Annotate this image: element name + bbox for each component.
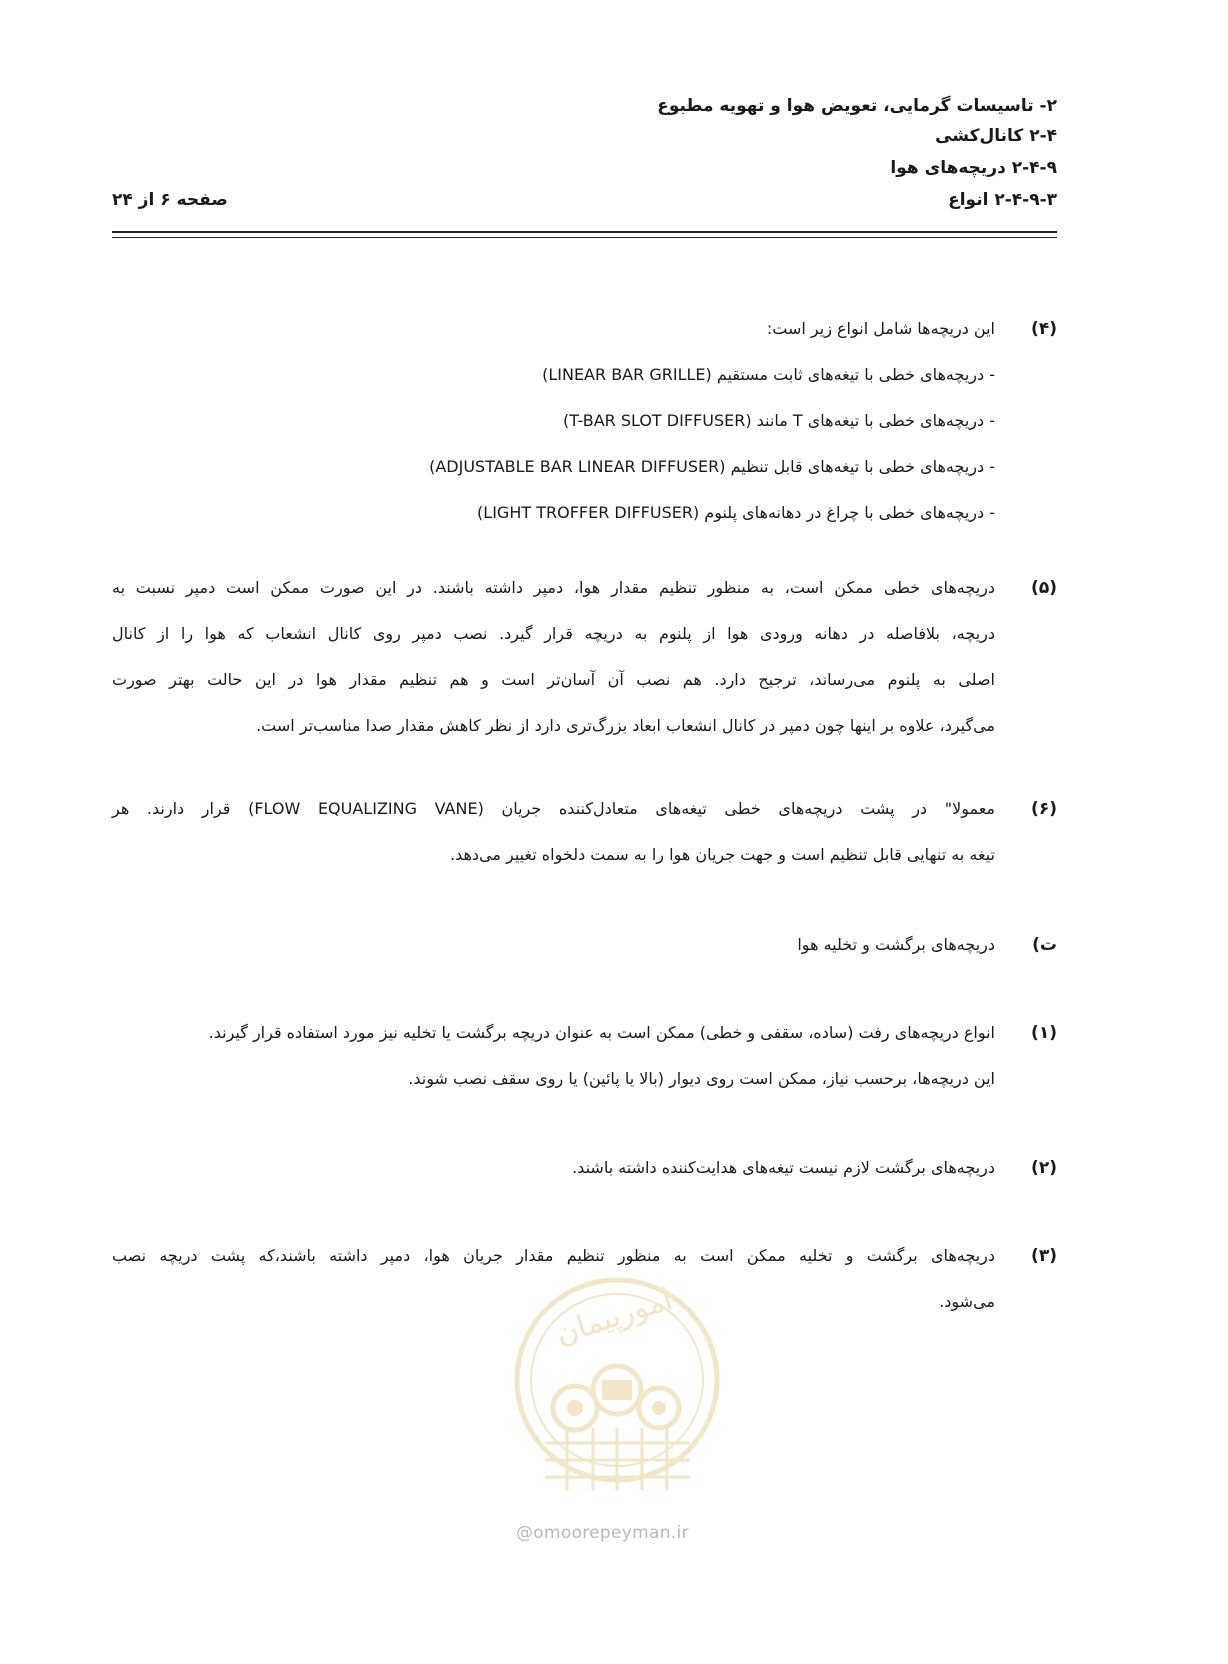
text-line: معمولا" در پشت دریچه‌های خطی تیغه‌های متعادل‌کننده جریان (FLOW EQUALIZING VANE) قرار دارند. هر: [112, 799, 995, 818]
section-marker: ت): [1032, 935, 1057, 955]
section-1: [112, 1010, 1057, 1102]
page-header: [112, 96, 1057, 226]
header-topic: ۲-۴-۹-۳ انواع: [948, 190, 1057, 210]
list-item: - دریچه‌های خطی با تیغه‌های قابل تنظیم (ADJUSTABLE BAR LINEAR DIFFUSER): [429, 457, 995, 476]
section-4: [112, 306, 1057, 536]
text-line: انواع دریچه‌های رفت (ساده، سقفی و خطی) ممکن است به عنوان دریچه برگشت یا تخلیه نیز مورد استفاده قرار گیرند.: [208, 1023, 995, 1042]
watermark-logo: [505, 1268, 730, 1528]
text-line: این دریچه‌ها شامل انواع زیر است:: [766, 319, 995, 338]
header-rule-thick: [112, 231, 1057, 233]
text-line: تیغه به تنهایی قابل تنظیم است و جهت جریان هوا را به سمت دلخواه تغییر می‌دهد.: [449, 845, 995, 864]
watermark-url: @omoorepeyman.ir: [516, 1523, 689, 1543]
header-subsection: ۲-۴-۹ دریچه‌های هوا: [890, 158, 1057, 178]
watermark-logo-text: امورپیمان: [551, 1281, 677, 1353]
section-6: [112, 786, 1057, 878]
text-line: اصلی به پلنوم می‌رساند، ترجیح دارد. هم نصب آن آسان‌تر است و هم تنظیم مقدار هوا در این حالت بهتر صورت: [112, 670, 995, 689]
section-text: [112, 306, 995, 536]
text-line: دریچه‌های خطی ممکن است، به منظور تنظیم مقدار هوا، دمپر داشته باشند. در این صورت ممکن است دمپر نسبت به: [112, 578, 995, 597]
text-line: می‌گیرد، علاوه بر اینها چون دمپر در کانال انشعاب ابعاد بزرگ‌تری دارد از نظر کاهش مقدار صدا مناسب‌تر است.: [256, 716, 995, 735]
section-t: [112, 922, 1057, 968]
section-marker: (۲): [1031, 1158, 1057, 1178]
list-item: - دریچه‌های خطی با تیغه‌های T مانند (T-BAR SLOT DIFFUSER): [562, 411, 995, 430]
section-marker: (۳): [1031, 1246, 1057, 1266]
text-line: می‌شود.: [939, 1292, 995, 1311]
section-text: [112, 565, 995, 749]
header-chapter: ۲- تاسیسات گرمایی، تعویض هوا و تهویه مطبوع: [657, 96, 1057, 116]
list-item: - دریچه‌های خطی با تیغه‌های ثابت مستقیم (LINEAR BAR GRILLE): [542, 365, 995, 384]
text-line: دریچه، بلافاصله در دهانه ورودی هوا از پلنوم به دریچه قرار گیرد. نصب دمپر روی کانال انشعاب که هوا را از کانال: [112, 624, 995, 643]
section-marker: (۵): [1031, 578, 1057, 598]
page-number: صفحه ۶ از ۲۴: [112, 190, 228, 210]
section-2: [112, 1145, 1057, 1191]
section-5: [112, 565, 1057, 749]
text-line: این دریچه‌ها، برحسب نیاز، ممکن است روی دیوار (بالا یا پائین) یا روی سقف نصب شوند.: [408, 1069, 995, 1088]
list-item: - دریچه‌های خطی با چراغ در دهانه‌های پلنوم (LIGHT TROFFER DIFFUSER): [477, 503, 995, 522]
section-marker: (۴): [1031, 319, 1057, 339]
section-text: [112, 786, 995, 878]
header-rule-thin: [112, 237, 1057, 238]
section-marker: (۱): [1031, 1023, 1057, 1043]
header-section: ۲-۴ کانال‌کشی: [935, 126, 1057, 146]
text-line: دریچه‌های برگشت و تخلیه ممکن است به منظور تنظیم مقدار جریان هوا، دمپر داشته باشند،که پشت دریچه نصب: [112, 1246, 995, 1265]
text-line: دریچه‌های برگشت و تخلیه هوا: [797, 935, 995, 954]
section-text: [112, 1145, 995, 1191]
section-marker: (۶): [1031, 799, 1057, 819]
section-text: [112, 1010, 995, 1102]
section-heading: [112, 922, 995, 968]
text-line: دریچه‌های برگشت لازم نیست تیغه‌های هدایت‌کننده داشته باشند.: [572, 1158, 995, 1177]
